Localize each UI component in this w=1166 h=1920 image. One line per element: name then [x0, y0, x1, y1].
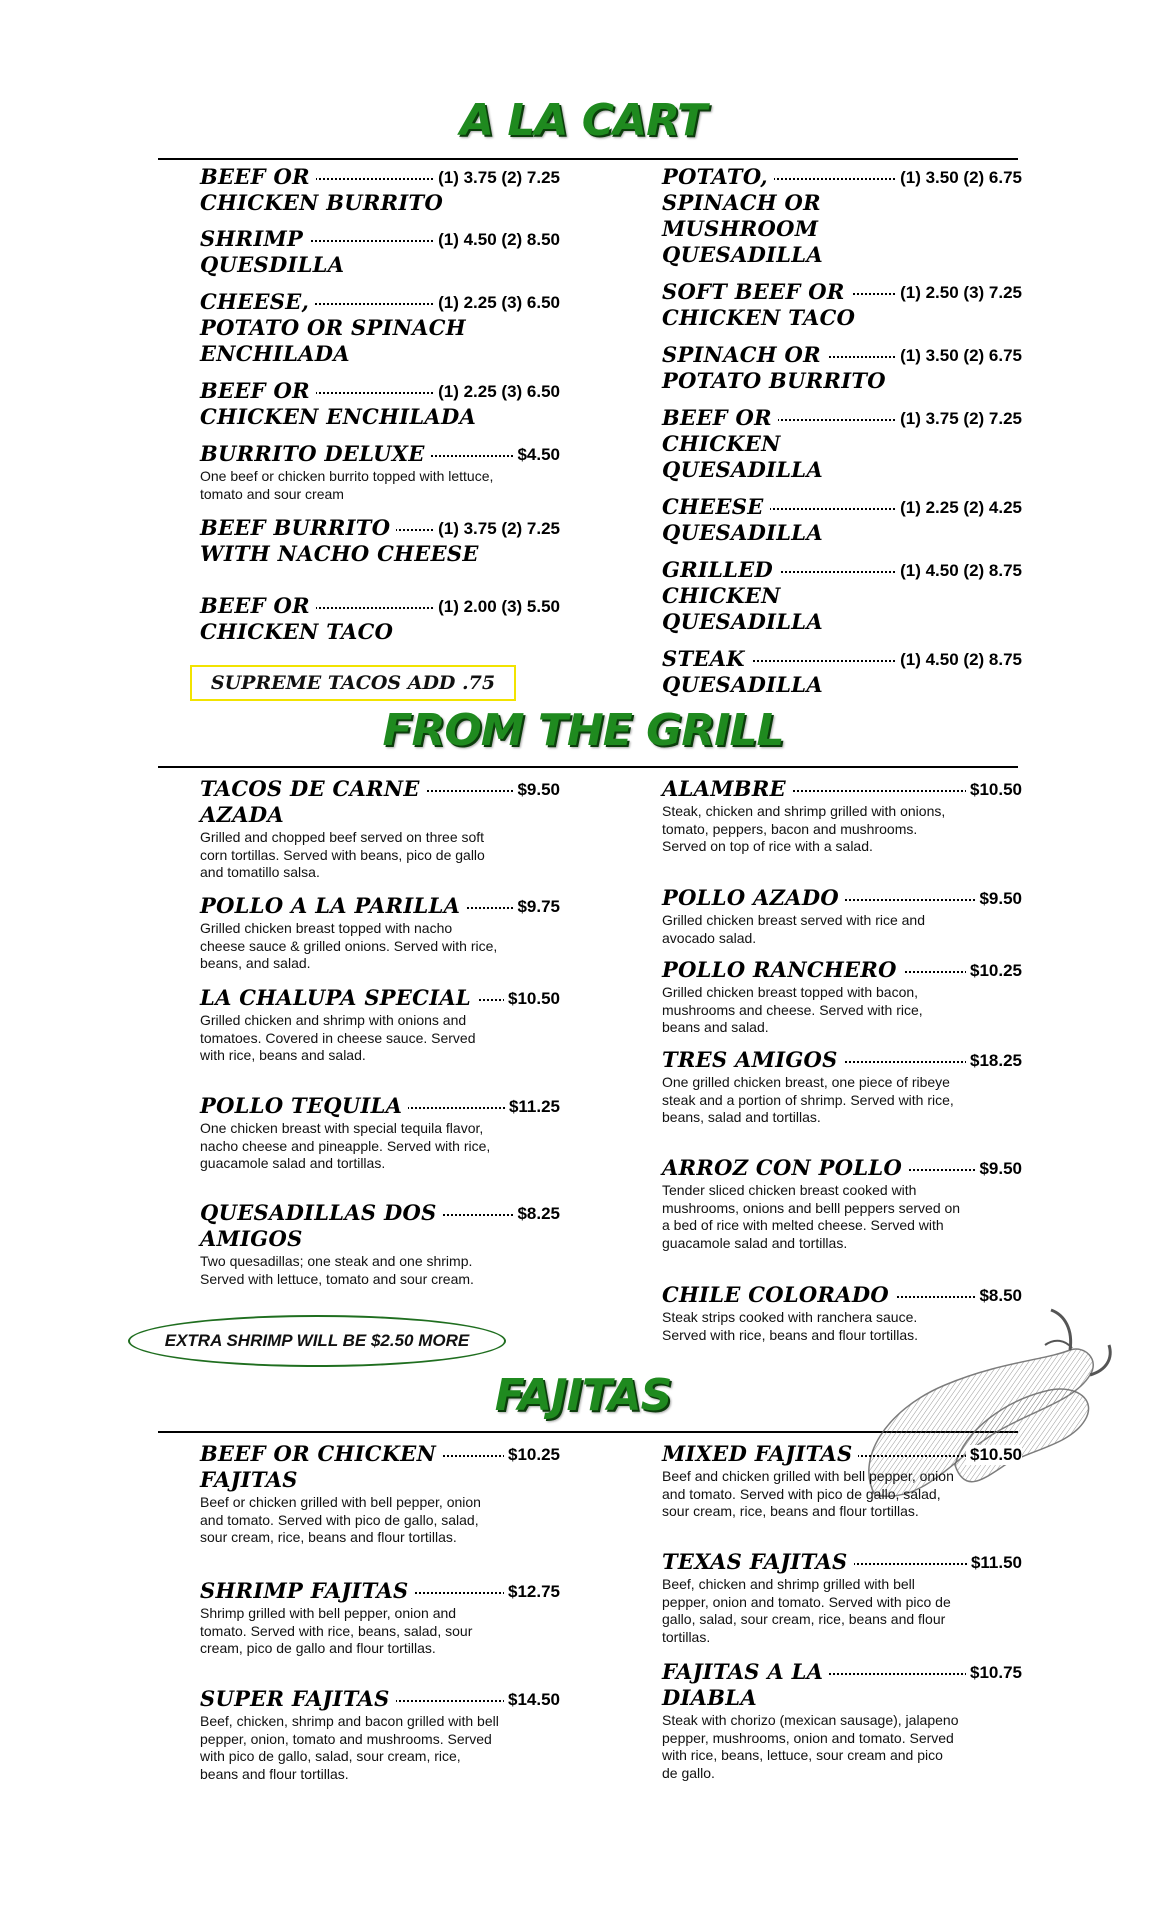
menu-item — [200, 164, 560, 216]
item-name: TRES AMIGOS — [662, 1047, 844, 1073]
item-price: (1) 3.75 (2) 7.25 — [896, 409, 1022, 429]
item-description: Steak, chicken and shrimp grilled with onions, tomato, peppers, bacon and mushrooms. Served on top of rice with a salad. — [662, 803, 946, 854]
item-name: CHEESE, — [200, 289, 315, 315]
item-name: QUESDILLA — [200, 252, 345, 277]
item-name: MIXED FAJITAS — [662, 1441, 858, 1467]
item-price: (1) 4.50 (2) 8.50 — [434, 230, 560, 250]
menu-item — [200, 985, 560, 1065]
item-name: CHICKEN — [662, 431, 781, 456]
item-description: One grilled chicken breast, one piece of ribeye steak and a portion of shrimp. Served with rice, beans, salad and tortillas. — [662, 1074, 954, 1125]
item-name: QUESADILLA — [662, 242, 823, 267]
item-description: Beef or chicken grilled with bell pepper, onion and tomato. Served with pico de gallo, salad, sour cream, rice, beans and flour tortillas. — [200, 1494, 481, 1545]
supreme-tacos-note: SUPREME TACOS ADD .75 — [190, 665, 516, 701]
item-name: DIABLA — [662, 1685, 757, 1710]
menu-item — [200, 593, 560, 645]
item-name: POTATO BURRITO — [662, 368, 886, 393]
item-price: $4.50 — [513, 445, 560, 465]
item-name: POLLO AZADO — [662, 885, 845, 911]
item-description: Two quesadillas; one steak and one shrimp. Served with lettuce, tomato and sour cream. — [200, 1253, 474, 1287]
item-price: $10.50 — [504, 989, 560, 1009]
item-price: (1) 3.75 (2) 7.25 — [434, 519, 560, 539]
item-price: (1) 2.00 (3) 5.50 — [434, 597, 560, 617]
menu-item — [200, 1578, 560, 1658]
item-price: (1) 2.25 (3) 6.50 — [434, 382, 560, 402]
item-name: FAJITAS — [200, 1467, 298, 1492]
item-name: CHICKEN ENCHILADA — [200, 404, 477, 429]
item-price: $11.50 — [967, 1553, 1022, 1573]
item-name: SPINACH OR — [662, 190, 821, 215]
menu-item — [662, 1549, 1022, 1646]
item-name: CHEESE — [662, 494, 770, 520]
item-name: QUESADILLA — [662, 457, 823, 482]
menu-item — [200, 1686, 560, 1783]
item-price: (1) 3.75 (2) 7.25 — [434, 168, 560, 188]
item-name: SPINACH OR — [662, 342, 827, 368]
item-description: Shrimp grilled with bell pepper, onion and tomato. Served with rice, beans, salad, sour cream, pico de gallo and flour tortillas. — [200, 1605, 473, 1656]
item-price: (1) 2.25 (3) 6.50 — [434, 293, 560, 313]
menu-item — [200, 1093, 560, 1173]
menu-item — [662, 405, 1022, 483]
menu-item — [662, 957, 1022, 1037]
item-price: $10.25 — [966, 961, 1022, 981]
item-name: POTATO OR SPINACH — [200, 315, 466, 340]
item-description: One chicken breast with special tequila flavor, nacho cheese and pineapple. Served with rice, guacamole salad and tortillas. — [200, 1120, 491, 1171]
item-name: QUESADILLAS DOS — [200, 1200, 443, 1226]
item-name: TACOS DE CARNE — [200, 776, 426, 802]
item-description: Beef and chicken grilled with bell pepper, onion and tomato. Served with pico de gallo, salad, sour cream, rice, beans and flour tortillas. — [662, 1468, 954, 1519]
item-name: AMIGOS — [200, 1226, 303, 1251]
section-title-fajitas: FAJITAS — [494, 1370, 672, 1421]
item-price: (1) 3.50 (2) 6.75 — [896, 168, 1022, 188]
item-name: ENCHILADA — [200, 341, 350, 366]
item-price: $11.25 — [505, 1097, 560, 1117]
item-name: POLLO A LA PARILLA — [200, 893, 466, 919]
item-description: Steak with chorizo (mexican sausage), jalapeno pepper, mushrooms, onion and tomato. Served with rice, beans, lettuce, sour cream and pico de gallo. — [662, 1712, 959, 1781]
menu-item — [662, 1155, 1022, 1252]
item-description: Grilled and chopped beef served on three soft corn tortillas. Served with beans, pico de gallo and tomatillo salsa. — [200, 829, 485, 880]
item-description: Grilled chicken breast served with rice and avocado salad. — [662, 912, 926, 946]
item-price: (1) 3.50 (2) 6.75 — [896, 346, 1022, 366]
item-name: TEXAS FAJITAS — [662, 1549, 854, 1575]
item-description: Beef, chicken and shrimp grilled with bell pepper, onion and tomato. Served with pico de gallo, salad, sour cream, rice, beans and flour tortillas. — [662, 1576, 951, 1645]
menu-item — [200, 441, 560, 503]
item-price: $8.50 — [975, 1286, 1022, 1306]
item-price: (1) 2.50 (3) 7.25 — [896, 283, 1022, 303]
menu-item — [662, 1441, 1022, 1521]
section-title-from-the-grill: FROM THE GRILL — [382, 705, 784, 756]
item-name: POLLO RANCHERO — [662, 957, 903, 983]
item-name: BEEF OR — [200, 378, 316, 404]
menu-item — [662, 342, 1022, 394]
menu-item — [662, 494, 1022, 546]
item-name: CHICKEN BURRITO — [200, 190, 444, 215]
item-description: Grilled chicken breast topped with bacon, mushrooms and cheese. Served with rice, beans and salad. — [662, 984, 923, 1035]
item-price: $18.25 — [966, 1051, 1022, 1071]
menu-item — [662, 164, 1022, 268]
menu-item — [662, 1047, 1022, 1127]
item-name: SHRIMP FAJITAS — [200, 1578, 415, 1604]
item-name: ALAMBRE — [662, 776, 792, 802]
item-name: SHRIMP — [200, 226, 309, 252]
item-price: $9.50 — [513, 780, 560, 800]
item-name: QUESADILLA — [662, 520, 823, 545]
item-name: CHICKEN TACO — [200, 619, 394, 644]
menu-item — [662, 885, 1022, 947]
menu-item — [200, 1200, 560, 1288]
item-name: QUESADILLA — [662, 672, 823, 697]
item-name: BEEF OR — [200, 164, 316, 190]
item-name: POTATO, — [662, 164, 774, 190]
item-description: One beef or chicken burrito topped with lettuce, tomato and sour cream — [200, 468, 494, 502]
item-name: CHILE COLORADO — [662, 1282, 895, 1308]
item-name: CHICKEN — [662, 583, 781, 608]
item-name: QUESADILLA — [662, 609, 823, 634]
menu-item — [662, 279, 1022, 331]
menu-item — [662, 1282, 1022, 1344]
item-price: (1) 4.50 (2) 8.75 — [896, 561, 1022, 581]
item-price: (1) 4.50 (2) 8.75 — [896, 650, 1022, 670]
item-price: $9.50 — [975, 1159, 1022, 1179]
item-name: MUSHROOM — [662, 216, 819, 241]
menu-item — [200, 226, 560, 278]
item-name: SUPER FAJITAS — [200, 1686, 396, 1712]
item-price: $10.50 — [966, 1445, 1022, 1465]
item-name: FAJITAS A LA — [662, 1659, 829, 1685]
item-description: Beef, chicken, shrimp and bacon grilled with bell pepper, onion, tomato and mushrooms. Served with pico de gallo, salad, sour cream, rice, beans and flour tortillas. — [200, 1713, 499, 1782]
menu-item — [200, 776, 560, 882]
item-name: LA CHALUPA SPECIAL — [200, 985, 477, 1011]
item-name: BEEF OR CHICKEN — [200, 1441, 442, 1467]
item-name: BEEF BURRITO — [200, 515, 396, 541]
item-price: $9.50 — [975, 889, 1022, 909]
divider — [158, 766, 1018, 768]
item-name: CHICKEN TACO — [662, 305, 856, 330]
item-description: Steak strips cooked with ranchera sauce. Served with rice, beans and flour tortillas. — [662, 1309, 919, 1343]
item-description: Tender sliced chicken breast cooked with mushrooms, onions and belll peppers served on a bed of rice with melted cheese. Served with guacamole salad and tortillas. — [662, 1182, 961, 1251]
item-name: ARROZ CON POLLO — [662, 1155, 908, 1181]
item-price: (1) 2.25 (2) 4.25 — [896, 498, 1022, 518]
item-price: $9.75 — [513, 897, 560, 917]
item-price: $8.25 — [513, 1204, 560, 1224]
item-name: BEEF OR — [200, 593, 316, 619]
item-description: Grilled chicken breast topped with nacho cheese sauce & grilled onions. Served with rice, beans, and salad. — [200, 920, 498, 971]
menu-item — [662, 776, 1022, 856]
menu-item — [200, 378, 560, 430]
item-name: POLLO TEQUILA — [200, 1093, 408, 1119]
item-price: $12.75 — [504, 1582, 560, 1602]
menu-item — [200, 893, 560, 973]
item-description: Grilled chicken and shrimp with onions and tomatoes. Covered in cheese sauce. Served with rice, beans and salad. — [200, 1012, 476, 1063]
item-name: AZADA — [200, 802, 284, 827]
menu-item — [200, 289, 560, 367]
item-name: STEAK — [662, 646, 751, 672]
menu-item — [200, 1441, 560, 1547]
item-name: GRILLED — [662, 557, 779, 583]
section-title-a-la-cart: A LA CART — [459, 95, 707, 146]
item-price: $10.50 — [966, 780, 1022, 800]
menu-item — [662, 646, 1022, 698]
item-name: WITH NACHO CHEESE — [200, 541, 479, 566]
divider — [158, 158, 1018, 160]
extra-shrimp-note: EXTRA SHRIMP WILL BE $2.50 MORE — [128, 1315, 506, 1367]
item-name: BEEF OR — [662, 405, 778, 431]
menu-item — [662, 1659, 1022, 1782]
item-price: $14.50 — [504, 1690, 560, 1710]
menu-item — [200, 515, 560, 567]
item-price: $10.75 — [966, 1663, 1022, 1683]
menu-item — [662, 557, 1022, 635]
item-name: SOFT BEEF OR — [662, 279, 851, 305]
item-name: BURRITO DELUXE — [200, 441, 431, 467]
item-price: $10.25 — [504, 1445, 560, 1465]
